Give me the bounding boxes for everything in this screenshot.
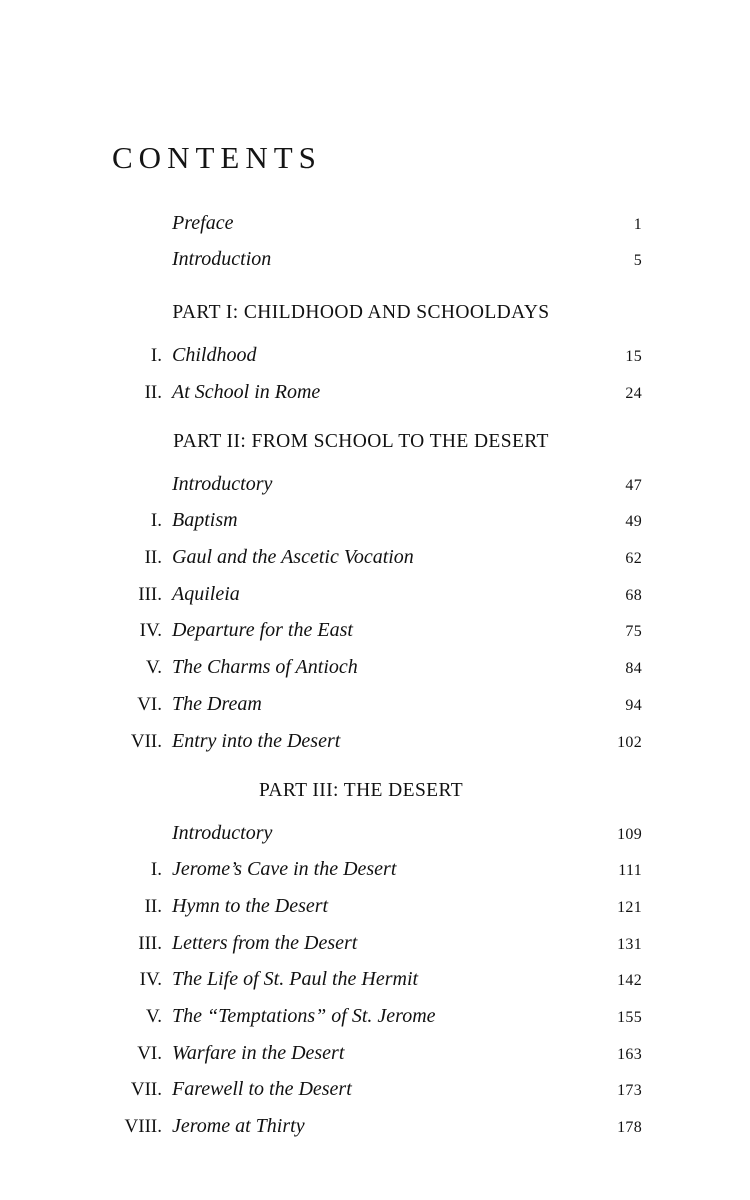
entry-numeral: I.: [150, 859, 162, 881]
list-item[interactable]: [110, 581, 642, 608]
entry-title[interactable]: Baptism: [172, 509, 238, 532]
entry-page-number: 109: [617, 826, 642, 844]
list-item[interactable]: [110, 728, 642, 755]
entry-page-number: 178: [617, 1119, 642, 1136]
entry-title[interactable]: Entry into the Desert: [172, 729, 341, 752]
entry-numeral: I.: [150, 345, 162, 366]
entry-page-number: 84: [625, 660, 642, 678]
list-item[interactable]: [110, 342, 642, 369]
entry-title[interactable]: The Life of St. Paul the Hermit: [172, 968, 419, 991]
list-item[interactable]: [110, 1003, 642, 1030]
list-item[interactable]: [110, 471, 642, 497]
list-item[interactable]: [110, 617, 642, 644]
list-item[interactable]: [110, 1113, 642, 1140]
entry-numeral: II.: [144, 547, 162, 569]
entry-page-number: 62: [625, 550, 642, 568]
entry-title[interactable]: Introductory: [172, 822, 273, 845]
entry-page-number: 102: [617, 733, 642, 751]
entry-page-number: 1: [633, 216, 642, 233]
entry-page-number: 15: [625, 348, 642, 365]
list-item[interactable]: [110, 379, 642, 406]
list-item[interactable]: [110, 544, 642, 571]
entry-title[interactable]: At School in Rome: [172, 380, 321, 403]
entry-numeral: V.: [145, 1005, 162, 1027]
entry-page-number: 121: [617, 898, 642, 916]
entry-page-number: 155: [617, 1008, 642, 1026]
entry-title[interactable]: Aquileia: [172, 582, 240, 605]
entry-numeral: I.: [150, 510, 162, 532]
entry-title[interactable]: The “Temptations” of St. Jerome: [172, 1004, 436, 1027]
entry-title[interactable]: The Dream: [172, 692, 262, 715]
entry-page-number: 5: [633, 252, 642, 269]
entry-numeral: II.: [144, 381, 162, 403]
list-item[interactable]: [110, 507, 642, 534]
list-item[interactable]: [110, 654, 642, 681]
entry-page-number: 94: [625, 696, 642, 714]
part-heading-1: PART I: CHILDHOOD AND SCHOOLDAYS: [172, 302, 550, 323]
entry-page-number: 131: [617, 935, 642, 953]
entry-title[interactable]: Preface: [172, 212, 234, 234]
entry-title[interactable]: Jerome’s Cave in the Desert: [172, 858, 397, 881]
list-item[interactable]: [110, 210, 642, 236]
entry-page-number: 111: [618, 862, 642, 880]
table-of-contents: [110, 210, 642, 1140]
entry-title[interactable]: Farewell to the Desert: [172, 1078, 352, 1101]
list-item[interactable]: [110, 1076, 642, 1103]
entry-numeral: VII.: [130, 1079, 162, 1101]
part-heading-2: PART II: FROM SCHOOL TO THE DESERT: [173, 431, 549, 453]
entry-numeral: V.: [145, 657, 162, 679]
entry-title[interactable]: Letters from the Desert: [172, 931, 358, 954]
entry-numeral: IV.: [139, 620, 162, 642]
list-item[interactable]: [110, 893, 642, 920]
page-title: CONTENTS: [112, 140, 322, 175]
entry-page-number: 24: [625, 384, 642, 402]
entry-title[interactable]: Introduction: [172, 248, 272, 270]
entry-title[interactable]: Childhood: [172, 344, 257, 366]
entry-page-number: 75: [625, 623, 642, 641]
list-item[interactable]: [110, 691, 642, 718]
entry-numeral: VI.: [137, 1042, 162, 1064]
list-item[interactable]: [110, 1040, 642, 1067]
entry-numeral: VII.: [130, 730, 162, 752]
entry-numeral: III.: [138, 932, 162, 954]
list-item[interactable]: [110, 820, 642, 846]
entry-page-number: 47: [625, 477, 642, 495]
entry-page-number: 173: [617, 1082, 642, 1100]
entry-title[interactable]: Hymn to the Desert: [172, 894, 329, 917]
list-item[interactable]: [110, 930, 642, 957]
list-item[interactable]: [110, 246, 642, 272]
entry-page-number: 142: [617, 972, 642, 990]
entry-title[interactable]: Introductory: [172, 473, 273, 496]
entry-page-number: 163: [617, 1045, 642, 1063]
entry-page-number: 68: [625, 586, 642, 604]
entry-numeral: VI.: [137, 693, 162, 715]
entry-title[interactable]: Warfare in the Desert: [172, 1041, 345, 1064]
part-heading-3: PART III: THE DESERT: [258, 780, 464, 802]
entry-numeral: II.: [144, 895, 162, 917]
entry-numeral: IV.: [139, 969, 162, 991]
list-item[interactable]: [110, 856, 642, 883]
entry-title[interactable]: Gaul and the Ascetic Vocation: [172, 546, 414, 569]
list-item[interactable]: [110, 966, 642, 993]
entry-title[interactable]: The Charms of Antioch: [172, 656, 358, 679]
entry-title[interactable]: Jerome at Thirty: [172, 1115, 305, 1137]
entry-numeral: VIII.: [124, 1116, 162, 1137]
entry-numeral: III.: [138, 583, 162, 605]
entry-page-number: 49: [625, 513, 642, 531]
entry-title[interactable]: Departure for the East: [172, 619, 353, 642]
